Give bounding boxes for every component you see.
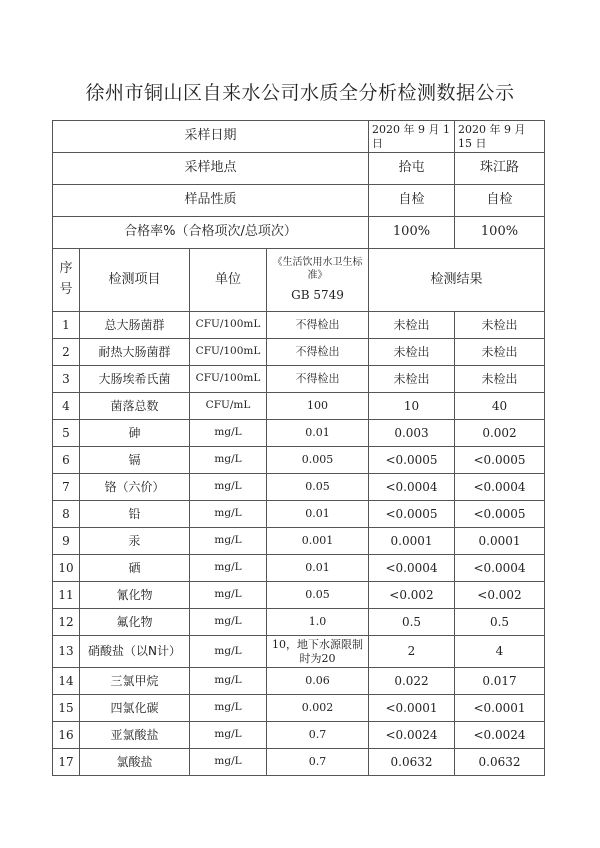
sample-nature-2: 自检 bbox=[455, 185, 545, 217]
column-item-header: 检测项目 bbox=[80, 249, 190, 312]
result-1-value: 0.003 bbox=[369, 420, 455, 447]
limit-value: 0.01 bbox=[267, 420, 369, 447]
table-row bbox=[53, 528, 545, 555]
item-name: 氰化物 bbox=[80, 582, 190, 609]
limit-value: 10，地下水源限制时为20 bbox=[267, 636, 369, 668]
limit-value: 0.01 bbox=[267, 501, 369, 528]
result-1-value: <0.0005 bbox=[369, 447, 455, 474]
row-number: 8 bbox=[53, 501, 80, 528]
table-row bbox=[53, 582, 545, 609]
page-title: 徐州市铜山区自来水公司水质全分析检测数据公示 bbox=[85, 82, 515, 104]
row-number: 6 bbox=[53, 447, 80, 474]
column-standard-header bbox=[267, 249, 369, 312]
sampling-date-label: 采样日期 bbox=[53, 121, 369, 153]
unit-value: CFU/100mL bbox=[190, 312, 267, 339]
sampling-location-label: 采样地点 bbox=[53, 153, 369, 185]
table-row bbox=[53, 366, 545, 393]
row-number: 5 bbox=[53, 420, 80, 447]
sampling-date-2: 2020 年 9 月 15 日 bbox=[455, 121, 545, 153]
item-name: 硝酸盐（以N计） bbox=[80, 636, 190, 668]
unit-value: mg/L bbox=[190, 722, 267, 749]
row-number: 13 bbox=[53, 636, 80, 668]
result-2-value: 未检出 bbox=[455, 366, 545, 393]
table-row bbox=[53, 609, 545, 636]
limit-value: 0.002 bbox=[267, 695, 369, 722]
result-2-value: <0.002 bbox=[455, 582, 545, 609]
table-row bbox=[53, 695, 545, 722]
row-number: 9 bbox=[53, 528, 80, 555]
pass-rate-1: 100% bbox=[369, 217, 455, 249]
unit-value: CFU/100mL bbox=[190, 366, 267, 393]
limit-value: 不得检出 bbox=[267, 339, 369, 366]
item-name: 四氯化碳 bbox=[80, 695, 190, 722]
row-number: 15 bbox=[53, 695, 80, 722]
unit-value: mg/L bbox=[190, 636, 267, 668]
unit-value: CFU/100mL bbox=[190, 339, 267, 366]
result-2-value: 未检出 bbox=[455, 339, 545, 366]
unit-value: mg/L bbox=[190, 501, 267, 528]
row-number: 14 bbox=[53, 668, 80, 695]
result-2-value: <0.0024 bbox=[455, 722, 545, 749]
standard-name: 《生活饮用水卫生标准》 bbox=[272, 257, 363, 281]
result-1-value: <0.0005 bbox=[369, 501, 455, 528]
result-2-value: <0.0004 bbox=[455, 555, 545, 582]
result-1-value: 10 bbox=[369, 393, 455, 420]
pass-rate-label: 合格率%（合格项次/总项次） bbox=[53, 217, 369, 249]
item-name: 总大肠菌群 bbox=[80, 312, 190, 339]
item-name: 氟化物 bbox=[80, 609, 190, 636]
result-2-value: 40 bbox=[455, 393, 545, 420]
result-2-value: <0.0005 bbox=[455, 501, 545, 528]
table-row bbox=[53, 749, 545, 776]
table-row bbox=[53, 636, 545, 668]
result-2-value: <0.0005 bbox=[455, 447, 545, 474]
result-2-value: 未检出 bbox=[455, 312, 545, 339]
result-2-value: 0.0001 bbox=[455, 528, 545, 555]
result-1-value: <0.0004 bbox=[369, 555, 455, 582]
limit-value: 0.005 bbox=[267, 447, 369, 474]
item-name: 大肠埃希氏菌 bbox=[80, 366, 190, 393]
unit-value: mg/L bbox=[190, 420, 267, 447]
result-2-value: 4 bbox=[455, 636, 545, 668]
standard-code: GB 5749 bbox=[291, 288, 344, 302]
sampling-date-1: 2020 年 9 月 1 日 bbox=[369, 121, 455, 153]
row-number: 11 bbox=[53, 582, 80, 609]
unit-value: mg/L bbox=[190, 668, 267, 695]
item-name: 耐热大肠菌群 bbox=[80, 339, 190, 366]
limit-value: 不得检出 bbox=[267, 312, 369, 339]
result-2-value: <0.0001 bbox=[455, 695, 545, 722]
result-1-value: 未检出 bbox=[369, 366, 455, 393]
result-2-value: 0.0632 bbox=[455, 749, 545, 776]
unit-value: mg/L bbox=[190, 609, 267, 636]
result-2-value: 0.5 bbox=[455, 609, 545, 636]
table-row bbox=[53, 668, 545, 695]
table-row bbox=[53, 555, 545, 582]
result-1-value: 0.022 bbox=[369, 668, 455, 695]
table-row bbox=[53, 312, 545, 339]
row-number: 17 bbox=[53, 749, 80, 776]
unit-value: mg/L bbox=[190, 474, 267, 501]
column-result-header: 检测结果 bbox=[369, 249, 545, 312]
item-name: 铬（六价） bbox=[80, 474, 190, 501]
sample-nature-1: 自检 bbox=[369, 185, 455, 217]
column-unit-header: 单位 bbox=[190, 249, 267, 312]
row-number: 16 bbox=[53, 722, 80, 749]
sampling-location-1: 拾屯 bbox=[369, 153, 455, 185]
limit-value: 0.05 bbox=[267, 582, 369, 609]
result-1-value: 2 bbox=[369, 636, 455, 668]
result-2-value: <0.0004 bbox=[455, 474, 545, 501]
item-name: 砷 bbox=[80, 420, 190, 447]
row-number: 7 bbox=[53, 474, 80, 501]
column-seq-header: 序号 bbox=[53, 249, 80, 312]
result-1-value: 0.5 bbox=[369, 609, 455, 636]
unit-value: mg/L bbox=[190, 447, 267, 474]
item-name: 菌落总数 bbox=[80, 393, 190, 420]
limit-value: 0.001 bbox=[267, 528, 369, 555]
limit-value: 1.0 bbox=[267, 609, 369, 636]
table-row bbox=[53, 420, 545, 447]
result-1-value: 未检出 bbox=[369, 339, 455, 366]
item-name: 三氯甲烷 bbox=[80, 668, 190, 695]
row-number: 1 bbox=[53, 312, 80, 339]
limit-value: 不得检出 bbox=[267, 366, 369, 393]
water-quality-table bbox=[52, 120, 545, 776]
row-number: 12 bbox=[53, 609, 80, 636]
unit-value: mg/L bbox=[190, 555, 267, 582]
limit-value: 0.01 bbox=[267, 555, 369, 582]
table-row bbox=[53, 393, 545, 420]
result-1-value: 0.0001 bbox=[369, 528, 455, 555]
item-name: 铅 bbox=[80, 501, 190, 528]
unit-value: mg/L bbox=[190, 749, 267, 776]
unit-value: mg/L bbox=[190, 695, 267, 722]
result-1-value: <0.002 bbox=[369, 582, 455, 609]
result-2-value: 0.017 bbox=[455, 668, 545, 695]
table-row bbox=[53, 474, 545, 501]
limit-value: 0.06 bbox=[267, 668, 369, 695]
row-number: 4 bbox=[53, 393, 80, 420]
table-row bbox=[53, 501, 545, 528]
unit-value: mg/L bbox=[190, 528, 267, 555]
row-number: 3 bbox=[53, 366, 80, 393]
table-row bbox=[53, 722, 545, 749]
result-2-value: 0.002 bbox=[455, 420, 545, 447]
row-number: 10 bbox=[53, 555, 80, 582]
item-name: 镉 bbox=[80, 447, 190, 474]
result-1-value: <0.0001 bbox=[369, 695, 455, 722]
result-1-value: <0.0004 bbox=[369, 474, 455, 501]
item-name: 氯酸盐 bbox=[80, 749, 190, 776]
result-1-value: 0.0632 bbox=[369, 749, 455, 776]
unit-value: mg/L bbox=[190, 582, 267, 609]
sample-nature-label: 样品性质 bbox=[53, 185, 369, 217]
table-row bbox=[53, 447, 545, 474]
limit-value: 0.7 bbox=[267, 722, 369, 749]
table-body bbox=[53, 312, 545, 776]
table-row bbox=[53, 339, 545, 366]
limit-value: 0.05 bbox=[267, 474, 369, 501]
item-name: 硒 bbox=[80, 555, 190, 582]
limit-value: 100 bbox=[267, 393, 369, 420]
result-1-value: <0.0024 bbox=[369, 722, 455, 749]
result-1-value: 未检出 bbox=[369, 312, 455, 339]
sampling-location-2: 珠江路 bbox=[455, 153, 545, 185]
limit-value: 0.7 bbox=[267, 749, 369, 776]
item-name: 汞 bbox=[80, 528, 190, 555]
item-name: 亚氯酸盐 bbox=[80, 722, 190, 749]
row-number: 2 bbox=[53, 339, 80, 366]
pass-rate-2: 100% bbox=[455, 217, 545, 249]
unit-value: CFU/mL bbox=[190, 393, 267, 420]
